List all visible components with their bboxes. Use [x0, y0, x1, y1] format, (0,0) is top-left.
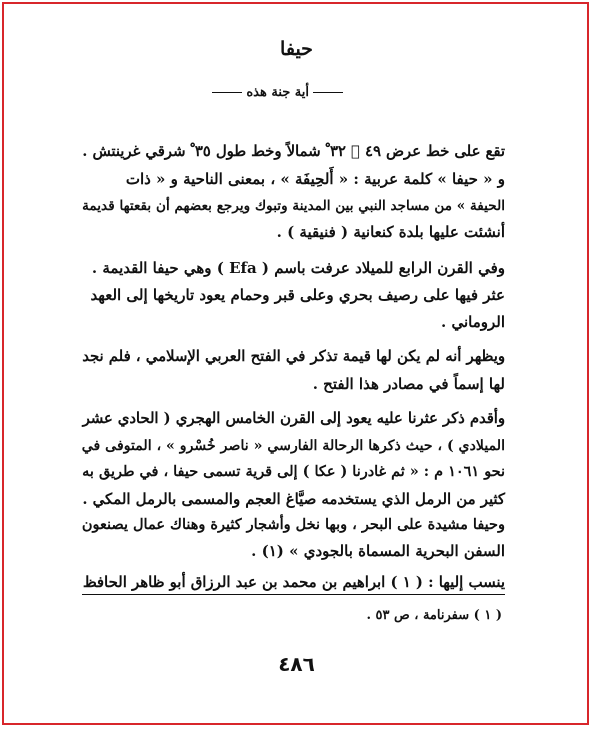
body-line-3: الحيفة » من مساجد النبي بين المدينة وتبوك ويرجع بعضهم أن بقعتها قديمة — [82, 198, 505, 214]
body-line-1: تقع على خط عرض ٤٩ َ ٣٢ ْ شمالاً وخط طول ٣٥ ْ شرقي غرينتش . — [82, 143, 505, 160]
body-line-5: وفي القرن الرابع للميلاد عرفت باسم ( Efa ) وهي حيفا القديمة . — [91, 259, 505, 277]
body-line-11: الميلادي ) ، حيث ذكرها الرحالة الفارسي « ناصر خُسْرو » ، المتوفى في — [81, 438, 505, 454]
body-line-13: كثير من الرمل الذي يستخدمه صيَّاغ العجم والمسمى بالرمل المكي . — [82, 490, 505, 508]
body-line-9: لها إسماً في مصادر هذا الفتح . — [312, 375, 505, 393]
body-line-6: عثر فيها على رصيف بحري وعلى قبر وحمام يعود تاريخها إلى العهد — [90, 286, 505, 304]
page-number: ٤٨٦ — [278, 652, 315, 676]
subtitle-dash-left — [212, 92, 242, 93]
body-line-14: وحيفا مشيدة على البحر ، وبها نخل وأشجار كثيرة وهناك عمال يصنعون — [81, 516, 505, 533]
body-line-16: ينسب إليها : ( ١ ) ابراهيم بن محمد بن عبد الرزاق أبو ظاهر الحافظ — [82, 573, 505, 591]
body-line-2: و « حيفا » كلمة عربية : « أَلحِيفَة » ، بمعنى الناحية و « ذات — [125, 170, 505, 188]
body-line-15: السفن البحرية المسماة بالجودي » (١) . — [251, 542, 505, 560]
body-line-8: ويظهر أنه لم يكن لها قيمة تذكر في الفتح العربي الإسلامي ، فلم نجد — [82, 348, 505, 365]
footnote: ( ١ ) سفرنامة ، ص ٥٣ . — [366, 608, 502, 623]
body-line-4: أنشئت عليها بلدة كنعانية ( فنيقية ) . — [276, 223, 505, 241]
subtitle-text: أية جنة هذه — [246, 85, 309, 100]
subtitle-dash-right — [313, 92, 343, 93]
body-line-10: وأقدم ذكر عثرنا عليه يعود إلى القرن الخامس الهجري ( الحادي عشر — [82, 410, 505, 427]
body-line-7: الروماني . — [441, 313, 505, 331]
page-title: حيفا — [280, 38, 313, 60]
body-line-12: نحو ١٠٦١ م : « ثم غادرنا ( عكا ) إلى قرية تسمى حيفا ، في طريق به — [82, 463, 505, 480]
footnote-divider — [82, 594, 505, 595]
subtitle — [208, 85, 347, 100]
